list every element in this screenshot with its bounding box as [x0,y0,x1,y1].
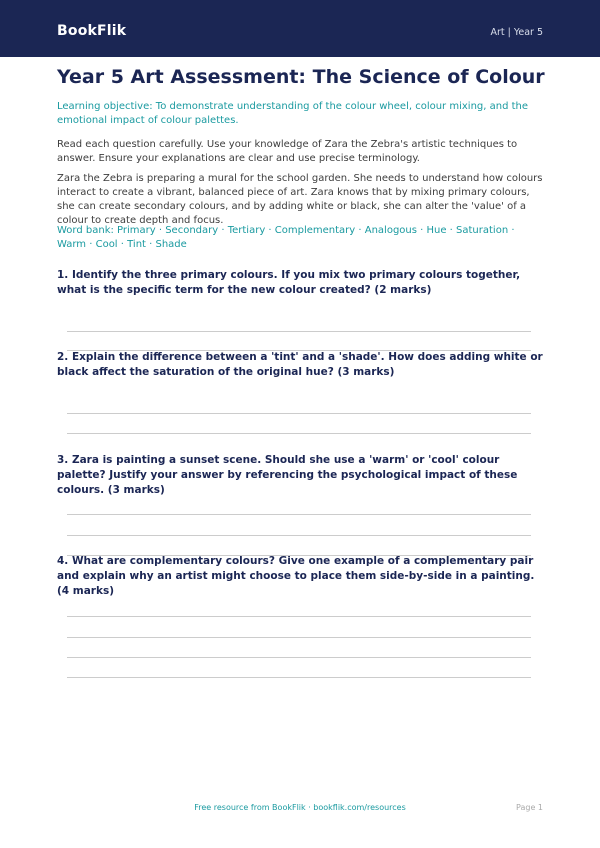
answer-line-q2-1[interactable] [67,413,531,414]
answer-line-q4-4[interactable] [67,677,531,678]
instructions-paragraph: Read each question carefully. Use your knowledge of Zara the Zebra's artistic techniques to answer. Ensure your explanations are clear and use precise terminology. [57,139,518,164]
answer-line-q1-1[interactable] [67,331,531,332]
question-3: 3. Zara is painting a sunset scene. Should she use a 'warm' or 'cool' colour palette? Justify your answer by referencing the psychological impact of these colours. (3 marks) [57,454,518,496]
answer-line-q4-3[interactable] [67,657,531,658]
answer-line-q1-2[interactable] [67,350,531,351]
footer-resource-link[interactable]: Free resource from BookFlik · bookflik.com/resources [194,803,406,812]
answer-line-q2-2[interactable] [67,433,531,434]
answer-line-q3-3[interactable] [67,555,531,556]
answer-line-q4-2[interactable] [67,637,531,638]
page-number: Page 1 [516,803,543,812]
question-4: 4. What are complementary colours? Give one example of a complementary pair and explain why an artist might choose to place them side-by-side in a painting. (4 marks) [57,555,535,597]
answer-line-q3-2[interactable] [67,535,531,536]
subject-year-label: Art | Year 5 [490,27,543,38]
learning-objective: Learning objective: To demonstrate understanding of the colour wheel, colour mixing, and the emotional impact of colour palettes. [57,101,529,126]
question-2: 2. Explain the difference between a 'tint' and a 'shade'. How does adding white or black affect the saturation of the original hue? (3 marks) [57,351,543,378]
answer-line-q4-1[interactable] [67,616,531,617]
page-title: Year 5 Art Assessment: The Science of Colour [57,66,545,88]
word-bank: Word bank: Primary · Secondary · Tertiary · Complementary · Analogous · Hue · Saturation · Warm · Cool · Tint · Shade [57,225,515,250]
page-header [0,0,600,57]
answer-line-q3-1[interactable] [67,514,531,515]
story-paragraph: Zara the Zebra is preparing a mural for the school garden. She needs to understand how colours interact to create a vibrant, balanced piece of art. Zara knows that by mixing primary colours, she can create secondary colours, and by adding white or black, she can alter the 'value' of a colour to create depth and focus. [57,173,543,226]
brand-logo[interactable]: BookFlik [57,23,127,39]
question-1: 1. Identify the three primary colours. If you mix two primary colours together, what is the specific term for the new colour created? (2 marks) [57,269,521,296]
